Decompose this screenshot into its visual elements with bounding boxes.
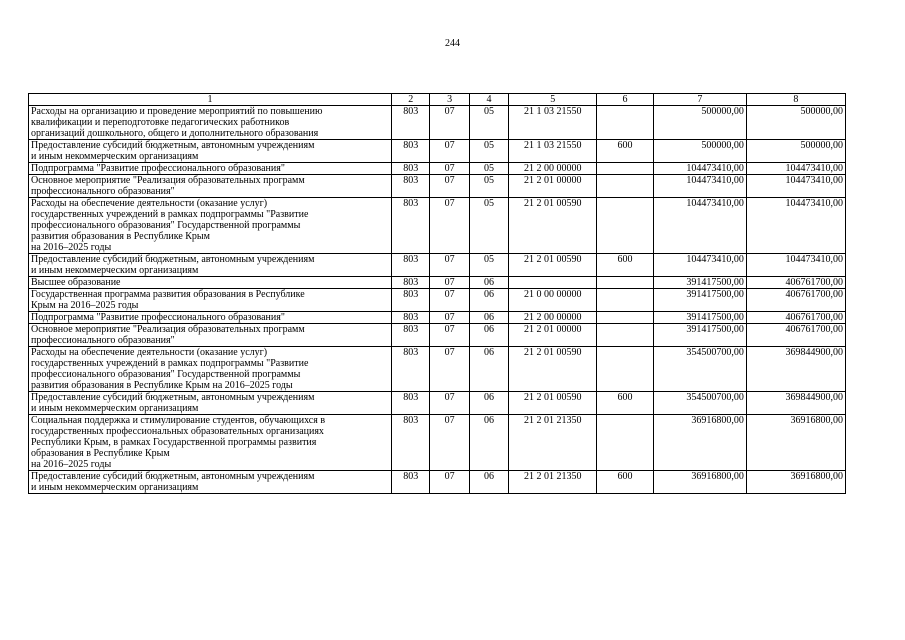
expense-type-code bbox=[597, 106, 654, 140]
target-article-code: 21 2 01 00590 bbox=[509, 254, 597, 277]
table-row bbox=[29, 289, 846, 312]
table-row bbox=[29, 347, 846, 392]
table-row bbox=[29, 106, 846, 140]
column-header-5: 5 bbox=[509, 94, 597, 106]
grbs-code: 803 bbox=[391, 289, 429, 312]
expense-type-code bbox=[597, 277, 654, 289]
table-row bbox=[29, 140, 846, 163]
target-article-code: 21 2 01 00000 bbox=[509, 175, 597, 198]
subsection-code: 06 bbox=[469, 415, 508, 471]
amount-col7: 104473410,00 bbox=[653, 254, 746, 277]
table-row bbox=[29, 324, 846, 347]
row-name: Предоставление субсидий бюджетным, автономным учреждениям и иным некоммерческим организациям bbox=[29, 471, 392, 494]
column-header-4: 4 bbox=[469, 94, 508, 106]
row-name: Расходы на обеспечение деятельности (оказание услуг) государственных учреждений в рамках подпрограммы "Развитие профессионального образования" Государственной программы развития образования в Республике Крым на 2016–2025 годы bbox=[29, 198, 392, 254]
subsection-code: 05 bbox=[469, 254, 508, 277]
subsection-code: 06 bbox=[469, 289, 508, 312]
subsection-code: 05 bbox=[469, 163, 508, 175]
row-name: Предоставление субсидий бюджетным, автономным учреждениям и иным некоммерческим организациям bbox=[29, 254, 392, 277]
amount-col8: 369844900,00 bbox=[746, 392, 845, 415]
section-code: 07 bbox=[430, 347, 469, 392]
amount-col7: 391417500,00 bbox=[653, 277, 746, 289]
section-code: 07 bbox=[430, 175, 469, 198]
section-code: 07 bbox=[430, 324, 469, 347]
expense-type-code bbox=[597, 415, 654, 471]
amount-col7: 36916800,00 bbox=[653, 471, 746, 494]
row-name: Предоставление субсидий бюджетным, автономным учреждениям и иным некоммерческим организациям bbox=[29, 392, 392, 415]
target-article-code: 21 2 00 00000 bbox=[509, 312, 597, 324]
grbs-code: 803 bbox=[391, 471, 429, 494]
section-code: 07 bbox=[430, 289, 469, 312]
row-name: Основное мероприятие "Реализация образовательных программ профессионального образования" bbox=[29, 324, 392, 347]
target-article-code bbox=[509, 277, 597, 289]
grbs-code: 803 bbox=[391, 277, 429, 289]
grbs-code: 803 bbox=[391, 415, 429, 471]
column-header-8: 8 bbox=[746, 94, 845, 106]
table-row bbox=[29, 312, 846, 324]
column-header-1: 1 bbox=[29, 94, 392, 106]
subsection-code: 06 bbox=[469, 277, 508, 289]
column-header-2: 2 bbox=[391, 94, 429, 106]
grbs-code: 803 bbox=[391, 106, 429, 140]
section-code: 07 bbox=[430, 312, 469, 324]
target-article-code: 21 2 01 00000 bbox=[509, 324, 597, 347]
target-article-code: 21 2 01 21350 bbox=[509, 471, 597, 494]
page-number: 244 bbox=[445, 38, 460, 49]
expense-type-code bbox=[597, 163, 654, 175]
amount-col7: 500000,00 bbox=[653, 140, 746, 163]
grbs-code: 803 bbox=[391, 198, 429, 254]
table-row bbox=[29, 163, 846, 175]
grbs-code: 803 bbox=[391, 175, 429, 198]
expense-type-code bbox=[597, 289, 654, 312]
section-code: 07 bbox=[430, 140, 469, 163]
amount-col8: 104473410,00 bbox=[746, 198, 845, 254]
amount-col8: 406761700,00 bbox=[746, 312, 845, 324]
expense-type-code bbox=[597, 312, 654, 324]
column-header-6: 6 bbox=[597, 94, 654, 106]
table-row bbox=[29, 415, 846, 471]
amount-col8: 36916800,00 bbox=[746, 471, 845, 494]
header-row bbox=[29, 94, 846, 106]
subsection-code: 06 bbox=[469, 312, 508, 324]
row-name: Расходы на организацию и проведение мероприятий по повышению квалификации и переподготовке педагогических работников организаций дошкольного, общего и дополнительного образования bbox=[29, 106, 392, 140]
grbs-code: 803 bbox=[391, 312, 429, 324]
subsection-code: 06 bbox=[469, 324, 508, 347]
section-code: 07 bbox=[430, 106, 469, 140]
amount-col8: 104473410,00 bbox=[746, 163, 845, 175]
amount-col8: 104473410,00 bbox=[746, 175, 845, 198]
amount-col8: 36916800,00 bbox=[746, 415, 845, 471]
subsection-code: 05 bbox=[469, 106, 508, 140]
table-row bbox=[29, 392, 846, 415]
subsection-code: 06 bbox=[469, 392, 508, 415]
amount-col8: 369844900,00 bbox=[746, 347, 845, 392]
target-article-code: 21 1 03 21550 bbox=[509, 106, 597, 140]
subsection-code: 05 bbox=[469, 198, 508, 254]
grbs-code: 803 bbox=[391, 347, 429, 392]
amount-col8: 406761700,00 bbox=[746, 289, 845, 312]
expense-type-code: 600 bbox=[597, 392, 654, 415]
target-article-code: 21 2 01 00590 bbox=[509, 198, 597, 254]
expense-type-code bbox=[597, 347, 654, 392]
amount-col8: 500000,00 bbox=[746, 140, 845, 163]
section-code: 07 bbox=[430, 392, 469, 415]
expense-type-code bbox=[597, 324, 654, 347]
row-name: Социальная поддержка и стимулирование студентов, обучающихся в государственных профессиональных образовательных организациях Республики Крым, в рамках Государственной программы развития образования в Республике Крым на 2016–2025 годы bbox=[29, 415, 392, 471]
grbs-code: 803 bbox=[391, 163, 429, 175]
subsection-code: 05 bbox=[469, 140, 508, 163]
amount-col8: 406761700,00 bbox=[746, 277, 845, 289]
section-code: 07 bbox=[430, 254, 469, 277]
target-article-code: 21 2 01 00590 bbox=[509, 392, 597, 415]
column-header-3: 3 bbox=[430, 94, 469, 106]
target-article-code: 21 2 01 00590 bbox=[509, 347, 597, 392]
grbs-code: 803 bbox=[391, 140, 429, 163]
subsection-code: 06 bbox=[469, 347, 508, 392]
row-name: Подпрограмма "Развитие профессионального образования" bbox=[29, 163, 392, 175]
target-article-code: 21 0 00 00000 bbox=[509, 289, 597, 312]
subsection-code: 06 bbox=[469, 471, 508, 494]
section-code: 07 bbox=[430, 415, 469, 471]
amount-col7: 500000,00 bbox=[653, 106, 746, 140]
row-name: Государственная программа развития образования в Республике Крым на 2016–2025 годы bbox=[29, 289, 392, 312]
expense-type-code bbox=[597, 175, 654, 198]
grbs-code: 803 bbox=[391, 254, 429, 277]
table-row bbox=[29, 198, 846, 254]
amount-col7: 391417500,00 bbox=[653, 312, 746, 324]
table-row bbox=[29, 254, 846, 277]
budget-table bbox=[28, 93, 846, 494]
section-code: 07 bbox=[430, 277, 469, 289]
amount-col7: 104473410,00 bbox=[653, 175, 746, 198]
table-row bbox=[29, 175, 846, 198]
expense-type-code: 600 bbox=[597, 254, 654, 277]
amount-col7: 354500700,00 bbox=[653, 392, 746, 415]
amount-col8: 104473410,00 bbox=[746, 254, 845, 277]
grbs-code: 803 bbox=[391, 324, 429, 347]
row-name: Высшее образование bbox=[29, 277, 392, 289]
section-code: 07 bbox=[430, 471, 469, 494]
amount-col7: 391417500,00 bbox=[653, 324, 746, 347]
expense-type-code: 600 bbox=[597, 471, 654, 494]
row-name: Подпрограмма "Развитие профессионального образования" bbox=[29, 312, 392, 324]
target-article-code: 21 1 03 21550 bbox=[509, 140, 597, 163]
amount-col8: 500000,00 bbox=[746, 106, 845, 140]
row-name: Расходы на обеспечение деятельности (оказание услуг) государственных учреждений в рамках подпрограммы "Развитие профессионального образования" Государственной программы развития образования в Республике Крым на 2016–2025 годы bbox=[29, 347, 392, 392]
subsection-code: 05 bbox=[469, 175, 508, 198]
target-article-code: 21 2 00 00000 bbox=[509, 163, 597, 175]
column-header-7: 7 bbox=[653, 94, 746, 106]
expense-type-code bbox=[597, 198, 654, 254]
table-row bbox=[29, 471, 846, 494]
row-name: Основное мероприятие "Реализация образовательных программ профессионального образования" bbox=[29, 175, 392, 198]
amount-col7: 104473410,00 bbox=[653, 198, 746, 254]
amount-col8: 406761700,00 bbox=[746, 324, 845, 347]
target-article-code: 21 2 01 21350 bbox=[509, 415, 597, 471]
amount-col7: 354500700,00 bbox=[653, 347, 746, 392]
row-name: Предоставление субсидий бюджетным, автономным учреждениям и иным некоммерческим организациям bbox=[29, 140, 392, 163]
table-row bbox=[29, 277, 846, 289]
expense-type-code: 600 bbox=[597, 140, 654, 163]
amount-col7: 36916800,00 bbox=[653, 415, 746, 471]
section-code: 07 bbox=[430, 198, 469, 254]
amount-col7: 391417500,00 bbox=[653, 289, 746, 312]
section-code: 07 bbox=[430, 163, 469, 175]
grbs-code: 803 bbox=[391, 392, 429, 415]
amount-col7: 104473410,00 bbox=[653, 163, 746, 175]
